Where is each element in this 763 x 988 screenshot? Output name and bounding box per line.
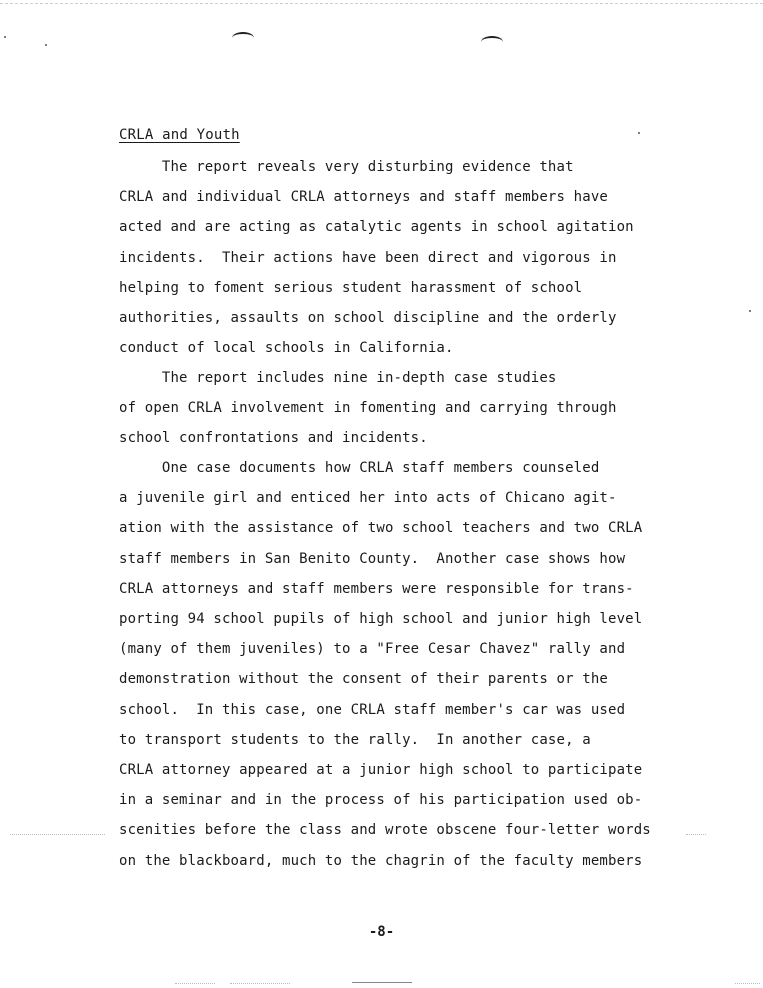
scan-border [0, 3, 763, 4]
scan-artifact [175, 983, 215, 984]
scan-artifact [735, 983, 760, 984]
scan-speck [749, 310, 751, 312]
page-number: -8- [368, 924, 395, 940]
scan-artifact [230, 983, 290, 984]
paragraph-1: The report reveals very disturbing evidence that CRLA and individual CRLA attorneys and staff members have acted and are acting as catalytic agents in school agitation incidents. Their actions have been direct and vigorous in helping to foment serious student harassment of school authorities, assaults on school discipline and the orderly conduct of local schools in California. [119, 159, 634, 357]
section-heading: CRLA and Youth [119, 127, 240, 143]
paragraph-3: One case documents how CRLA staff members counseled a juvenile girl and enticed her into acts of Chicano agit- ation with the assistance of two school teachers and two CRLA staff members in San Benito County. Another case shows how CRLA attorneys and staff members were responsible for trans- porting 94 school pupils of high school and junior high level (many of them juveniles) to a "Free Cesar Chavez" rally and demonstration without the consent of their parents or the school. In this case, one CRLA staff member's car was used to transport students to the rally. In another case, a CRLA attorney appeared at a junior high school to participate in a seminar and in the process of his participation used ob- scenities before the class and wrote obscene four-letter words on the blackboard, much to the chagrin of the faculty members [119, 460, 651, 869]
paragraph-2: The report includes nine in-depth case studies of open CRLA involvement in fomenting and carrying through school confrontations and incidents. [119, 370, 617, 447]
scan-speck [4, 36, 6, 38]
binder-hole-mark-left [232, 32, 254, 44]
scan-artifact [10, 834, 105, 835]
scan-artifact [686, 834, 706, 835]
scan-speck [45, 44, 47, 46]
scan-speck [638, 132, 640, 134]
scan-artifact [352, 982, 412, 983]
binder-hole-mark-right [481, 36, 503, 48]
